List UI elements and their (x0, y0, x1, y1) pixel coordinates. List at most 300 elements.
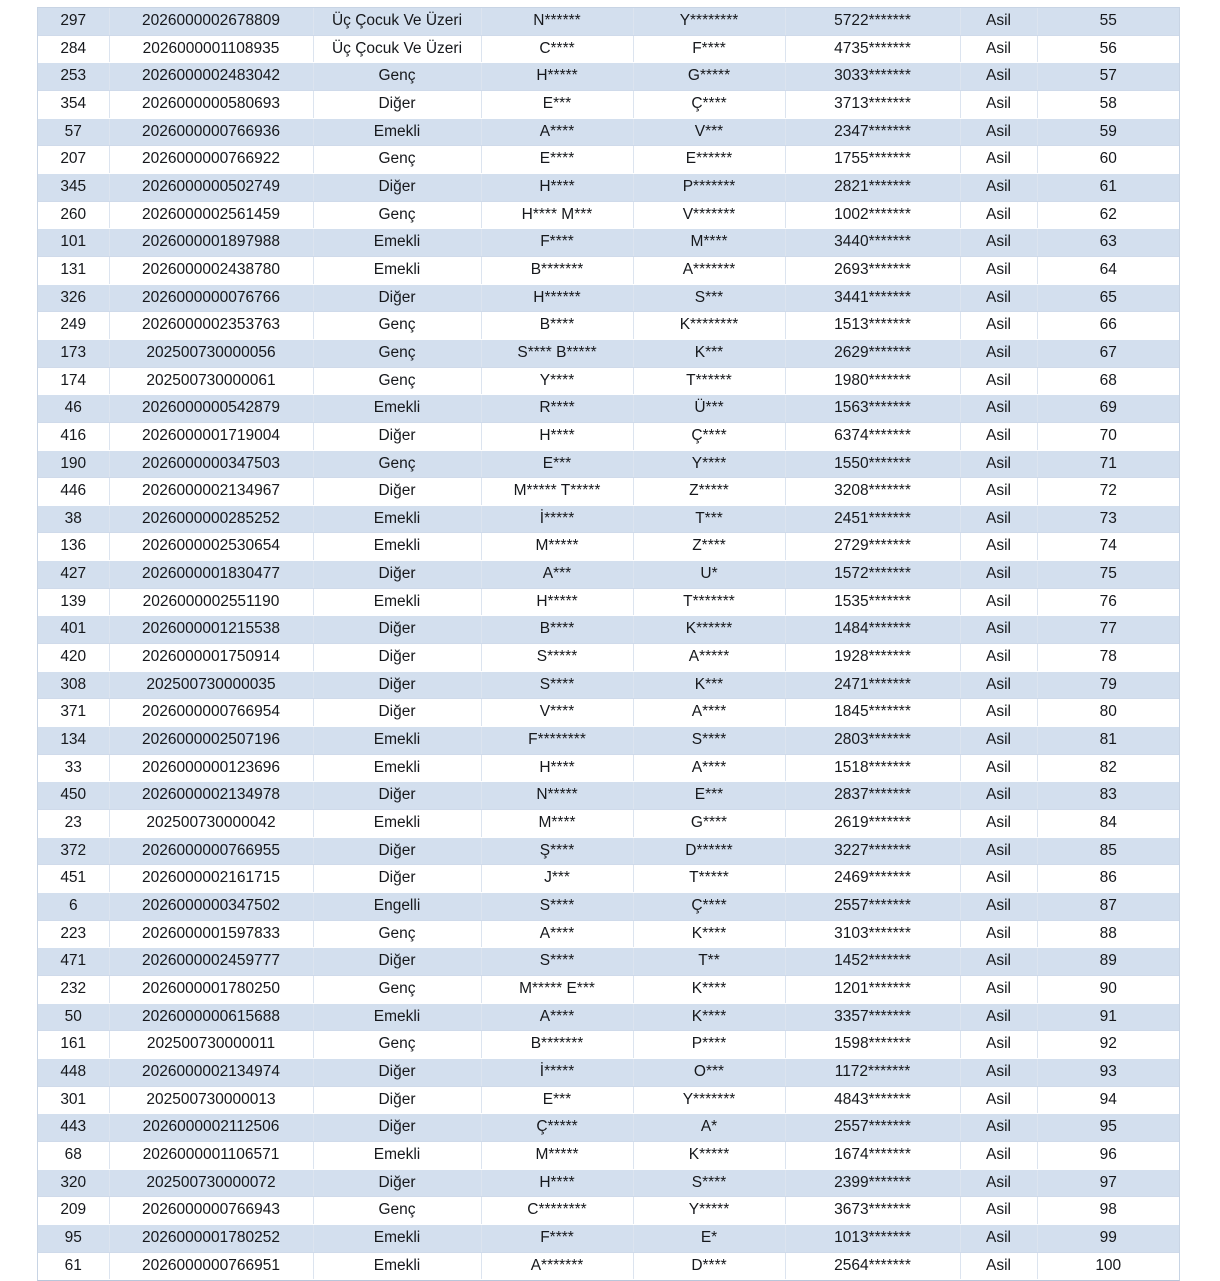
cell-sira: 89 (1037, 948, 1179, 976)
cell-sira: 67 (1037, 339, 1179, 367)
cell-soyad: S**** (633, 1169, 785, 1197)
table-row[interactable] (38, 837, 1179, 865)
cell-soyad: Ç**** (633, 422, 785, 450)
cell-no: 50 (38, 1003, 109, 1031)
cell-no: 134 (38, 727, 109, 755)
cell-no: 284 (38, 35, 109, 63)
cell-ad: F**** (481, 1224, 633, 1252)
cell-telefon: 4843******* (785, 1086, 960, 1114)
cell-ad: A**** (481, 1003, 633, 1031)
cell-no: 161 (38, 1031, 109, 1059)
cell-sira: 79 (1037, 671, 1179, 699)
cell-ad: M***** (481, 533, 633, 561)
cell-kategori: Emekli (313, 1224, 481, 1252)
cell-kategori: Emekli (313, 118, 481, 146)
cell-durum: Asil (960, 644, 1037, 672)
cell-kategori: Emekli (313, 810, 481, 838)
cell-durum: Asil (960, 1114, 1037, 1142)
cell-durum: Asil (960, 90, 1037, 118)
table-row[interactable] (38, 1224, 1179, 1252)
table-row[interactable] (38, 118, 1179, 146)
cell-soyad: Y**** (633, 450, 785, 478)
cell-sira: 83 (1037, 782, 1179, 810)
cell-telefon: 2821******* (785, 173, 960, 201)
cell-durum: Asil (960, 422, 1037, 450)
cell-kategori: Engelli (313, 893, 481, 921)
cell-kategori: Diğer (313, 948, 481, 976)
table-row[interactable] (38, 920, 1179, 948)
cell-tc: 2026000001597833 (109, 920, 313, 948)
cell-no: 57 (38, 118, 109, 146)
cell-sira: 97 (1037, 1169, 1179, 1197)
cell-telefon: 2557******* (785, 1114, 960, 1142)
cell-telefon: 2347******* (785, 118, 960, 146)
table-row[interactable] (38, 146, 1179, 174)
cell-sira: 60 (1037, 146, 1179, 174)
cell-kategori: Emekli (313, 505, 481, 533)
cell-no: 68 (38, 1141, 109, 1169)
cell-no: 448 (38, 1058, 109, 1086)
cell-ad: İ***** (481, 1058, 633, 1086)
cell-sira: 85 (1037, 837, 1179, 865)
cell-soyad: K**** (633, 975, 785, 1003)
cell-soyad: K**** (633, 1003, 785, 1031)
cell-telefon: 2399******* (785, 1169, 960, 1197)
cell-no: 371 (38, 699, 109, 727)
cell-durum: Asil (960, 920, 1037, 948)
cell-tc: 202500730000072 (109, 1169, 313, 1197)
table-row[interactable] (38, 35, 1179, 63)
cell-ad: C**** (481, 35, 633, 63)
cell-sira: 98 (1037, 1197, 1179, 1225)
cell-ad: S**** (481, 671, 633, 699)
table-row[interactable] (38, 395, 1179, 423)
cell-kategori: Diğer (313, 422, 481, 450)
cell-kategori: Diğer (313, 616, 481, 644)
cell-no: 420 (38, 644, 109, 672)
cell-soyad: Y******** (633, 8, 785, 35)
cell-kategori: Diğer (313, 1058, 481, 1086)
cell-soyad: A**** (633, 754, 785, 782)
cell-durum: Asil (960, 865, 1037, 893)
cell-soyad: P**** (633, 1031, 785, 1059)
cell-sira: 74 (1037, 533, 1179, 561)
cell-sira: 77 (1037, 616, 1179, 644)
cell-tc: 2026000002134967 (109, 478, 313, 506)
table-row[interactable] (38, 229, 1179, 257)
cell-kategori: Emekli (313, 1141, 481, 1169)
cell-soyad: T*** (633, 505, 785, 533)
cell-kategori: Emekli (313, 256, 481, 284)
cell-ad: J*** (481, 865, 633, 893)
cell-no: 190 (38, 450, 109, 478)
cell-durum: Asil (960, 312, 1037, 340)
table-row[interactable] (38, 1252, 1179, 1280)
cell-sira: 100 (1037, 1252, 1179, 1280)
cell-no: 38 (38, 505, 109, 533)
cell-durum: Asil (960, 146, 1037, 174)
cell-kategori: Diğer (313, 90, 481, 118)
cell-ad: F**** (481, 229, 633, 257)
table-row[interactable] (38, 975, 1179, 1003)
table-row[interactable] (38, 201, 1179, 229)
table-row[interactable] (38, 616, 1179, 644)
table-row[interactable] (38, 561, 1179, 589)
cell-ad: İ***** (481, 505, 633, 533)
cell-tc: 202500730000011 (109, 1031, 313, 1059)
cell-kategori: Diğer (313, 699, 481, 727)
cell-sira: 59 (1037, 118, 1179, 146)
cell-soyad: Z**** (633, 533, 785, 561)
table-row[interactable] (38, 1031, 1179, 1059)
cell-soyad: Y******* (633, 1086, 785, 1114)
cell-soyad: Z***** (633, 478, 785, 506)
cell-no: 253 (38, 63, 109, 91)
cell-ad: H**** M*** (481, 201, 633, 229)
cell-tc: 2026000002459777 (109, 948, 313, 976)
cell-sira: 88 (1037, 920, 1179, 948)
cell-ad: M***** (481, 1141, 633, 1169)
cell-soyad: M**** (633, 229, 785, 257)
table-row[interactable] (38, 312, 1179, 340)
table-row[interactable] (38, 588, 1179, 616)
cell-ad: H***** (481, 63, 633, 91)
cell-kategori: Üç Çocuk Ve Üzeri (313, 8, 481, 35)
table-row[interactable] (38, 284, 1179, 312)
cell-kategori: Diğer (313, 478, 481, 506)
table-row[interactable] (38, 90, 1179, 118)
cell-kategori: Genç (313, 339, 481, 367)
cell-durum: Asil (960, 478, 1037, 506)
cell-ad: E*** (481, 90, 633, 118)
cell-kategori: Emekli (313, 229, 481, 257)
table-row[interactable] (38, 1197, 1179, 1225)
cell-sira: 65 (1037, 284, 1179, 312)
cell-sira: 80 (1037, 699, 1179, 727)
results-table-body (38, 8, 1179, 1280)
cell-no: 95 (38, 1224, 109, 1252)
cell-soyad: K******** (633, 312, 785, 340)
cell-ad: E*** (481, 450, 633, 478)
cell-durum: Asil (960, 35, 1037, 63)
cell-tc: 202500730000056 (109, 339, 313, 367)
cell-telefon: 2471******* (785, 671, 960, 699)
cell-tc: 2026000000766954 (109, 699, 313, 727)
cell-no: 345 (38, 173, 109, 201)
cell-telefon: 3227******* (785, 837, 960, 865)
cell-durum: Asil (960, 893, 1037, 921)
cell-durum: Asil (960, 782, 1037, 810)
cell-tc: 2026000001215538 (109, 616, 313, 644)
cell-ad: B******* (481, 1031, 633, 1059)
cell-no: 33 (38, 754, 109, 782)
cell-telefon: 3208******* (785, 478, 960, 506)
cell-durum: Asil (960, 837, 1037, 865)
table-row[interactable] (38, 810, 1179, 838)
cell-no: 232 (38, 975, 109, 1003)
table-row[interactable] (38, 644, 1179, 672)
cell-soyad: D****** (633, 837, 785, 865)
cell-sira: 64 (1037, 256, 1179, 284)
cell-sira: 56 (1037, 35, 1179, 63)
cell-soyad: K**** (633, 920, 785, 948)
cell-tc: 2026000002134978 (109, 782, 313, 810)
cell-durum: Asil (960, 1058, 1037, 1086)
cell-tc: 2026000000766955 (109, 837, 313, 865)
cell-durum: Asil (960, 118, 1037, 146)
cell-kategori: Genç (313, 1197, 481, 1225)
cell-kategori: Diğer (313, 284, 481, 312)
table-row[interactable] (38, 671, 1179, 699)
cell-soyad: E* (633, 1224, 785, 1252)
cell-ad: S**** (481, 948, 633, 976)
cell-telefon: 2557******* (785, 893, 960, 921)
cell-tc: 2026000000347503 (109, 450, 313, 478)
cell-durum: Asil (960, 1031, 1037, 1059)
cell-tc: 2026000000285252 (109, 505, 313, 533)
cell-no: 61 (38, 1252, 109, 1280)
cell-durum: Asil (960, 256, 1037, 284)
table-row[interactable] (38, 1114, 1179, 1142)
cell-telefon: 1598******* (785, 1031, 960, 1059)
cell-sira: 58 (1037, 90, 1179, 118)
cell-soyad: A* (633, 1114, 785, 1142)
cell-no: 223 (38, 920, 109, 948)
cell-telefon: 1928******* (785, 644, 960, 672)
cell-kategori: Üç Çocuk Ve Üzeri (313, 35, 481, 63)
cell-soyad: E****** (633, 146, 785, 174)
cell-kategori: Diğer (313, 865, 481, 893)
cell-tc: 2026000001780250 (109, 975, 313, 1003)
cell-tc: 2026000001106571 (109, 1141, 313, 1169)
cell-soyad: S*** (633, 284, 785, 312)
table-row[interactable] (38, 505, 1179, 533)
cell-kategori: Genç (313, 450, 481, 478)
cell-soyad: T** (633, 948, 785, 976)
cell-kategori: Emekli (313, 395, 481, 423)
cell-tc: 202500730000035 (109, 671, 313, 699)
table-row[interactable] (38, 339, 1179, 367)
cell-telefon: 2693******* (785, 256, 960, 284)
table-row[interactable] (38, 1141, 1179, 1169)
table-row[interactable] (38, 699, 1179, 727)
cell-sira: 81 (1037, 727, 1179, 755)
cell-sira: 78 (1037, 644, 1179, 672)
cell-tc: 2026000002561459 (109, 201, 313, 229)
cell-soyad: A***** (633, 644, 785, 672)
cell-tc: 2026000002161715 (109, 865, 313, 893)
cell-no: 416 (38, 422, 109, 450)
table-row[interactable] (38, 450, 1179, 478)
cell-tc: 2026000001780252 (109, 1224, 313, 1252)
cell-sira: 95 (1037, 1114, 1179, 1142)
cell-ad: V**** (481, 699, 633, 727)
cell-ad: Y**** (481, 367, 633, 395)
cell-tc: 2026000002678809 (109, 8, 313, 35)
cell-tc: 2026000000766943 (109, 1197, 313, 1225)
table-row[interactable] (38, 173, 1179, 201)
cell-sira: 91 (1037, 1003, 1179, 1031)
cell-tc: 202500730000042 (109, 810, 313, 838)
cell-tc: 2026000002112506 (109, 1114, 313, 1142)
table-row[interactable] (38, 478, 1179, 506)
cell-no: 471 (38, 948, 109, 976)
cell-telefon: 1563******* (785, 395, 960, 423)
cell-telefon: 2803******* (785, 727, 960, 755)
cell-durum: Asil (960, 1141, 1037, 1169)
table-row[interactable] (38, 1086, 1179, 1114)
cell-telefon: 1201******* (785, 975, 960, 1003)
table-row[interactable] (38, 8, 1179, 35)
table-row[interactable] (38, 948, 1179, 976)
table-row[interactable] (38, 367, 1179, 395)
cell-tc: 2026000000347502 (109, 893, 313, 921)
cell-ad: N***** (481, 782, 633, 810)
cell-soyad: A******* (633, 256, 785, 284)
table-row[interactable] (38, 533, 1179, 561)
cell-no: 320 (38, 1169, 109, 1197)
cell-kategori: Diğer (313, 1086, 481, 1114)
cell-telefon: 3713******* (785, 90, 960, 118)
cell-soyad: K****** (633, 616, 785, 644)
cell-sira: 76 (1037, 588, 1179, 616)
cell-soyad: Y***** (633, 1197, 785, 1225)
cell-soyad: U* (633, 561, 785, 589)
cell-ad: R**** (481, 395, 633, 423)
cell-telefon: 1755******* (785, 146, 960, 174)
cell-no: 260 (38, 201, 109, 229)
cell-sira: 82 (1037, 754, 1179, 782)
cell-kategori: Emekli (313, 727, 481, 755)
cell-ad: C******** (481, 1197, 633, 1225)
cell-sira: 92 (1037, 1031, 1179, 1059)
table-row[interactable] (38, 1058, 1179, 1086)
cell-sira: 61 (1037, 173, 1179, 201)
cell-telefon: 3440******* (785, 229, 960, 257)
cell-ad: Ş**** (481, 837, 633, 865)
cell-telefon: 1013******* (785, 1224, 960, 1252)
cell-soyad: T****** (633, 367, 785, 395)
table-row[interactable] (38, 422, 1179, 450)
cell-sira: 66 (1037, 312, 1179, 340)
cell-durum: Asil (960, 1169, 1037, 1197)
cell-durum: Asil (960, 395, 1037, 423)
cell-soyad: F**** (633, 35, 785, 63)
cell-no: 249 (38, 312, 109, 340)
cell-tc: 2026000000542879 (109, 395, 313, 423)
table-row[interactable] (38, 754, 1179, 782)
cell-telefon: 2729******* (785, 533, 960, 561)
cell-kategori: Genç (313, 367, 481, 395)
cell-ad: B******* (481, 256, 633, 284)
cell-soyad: Ü*** (633, 395, 785, 423)
table-row[interactable] (38, 865, 1179, 893)
cell-sira: 90 (1037, 975, 1179, 1003)
table-row[interactable] (38, 782, 1179, 810)
cell-soyad: Ç**** (633, 893, 785, 921)
table-row[interactable] (38, 256, 1179, 284)
cell-no: 136 (38, 533, 109, 561)
table-row[interactable] (38, 1169, 1179, 1197)
cell-sira: 94 (1037, 1086, 1179, 1114)
cell-tc: 2026000001750914 (109, 644, 313, 672)
cell-telefon: 2469******* (785, 865, 960, 893)
cell-tc: 202500730000013 (109, 1086, 313, 1114)
cell-ad: H**** (481, 422, 633, 450)
cell-ad: H**** (481, 1169, 633, 1197)
cell-kategori: Genç (313, 975, 481, 1003)
cell-ad: M***** E*** (481, 975, 633, 1003)
cell-sira: 99 (1037, 1224, 1179, 1252)
cell-no: 173 (38, 339, 109, 367)
cell-ad: F******** (481, 727, 633, 755)
cell-telefon: 4735******* (785, 35, 960, 63)
cell-kategori: Genç (313, 146, 481, 174)
cell-telefon: 2619******* (785, 810, 960, 838)
cell-no: 427 (38, 561, 109, 589)
cell-telefon: 1550******* (785, 450, 960, 478)
cell-kategori: Diğer (313, 1114, 481, 1142)
cell-ad: S***** (481, 644, 633, 672)
cell-no: 101 (38, 229, 109, 257)
cell-durum: Asil (960, 8, 1037, 35)
cell-ad: A*** (481, 561, 633, 589)
table-row[interactable] (38, 63, 1179, 91)
cell-sira: 72 (1037, 478, 1179, 506)
cell-telefon: 1513******* (785, 312, 960, 340)
cell-telefon: 5722******* (785, 8, 960, 35)
cell-durum: Asil (960, 699, 1037, 727)
cell-no: 131 (38, 256, 109, 284)
cell-ad: B**** (481, 312, 633, 340)
cell-tc: 2026000001830477 (109, 561, 313, 589)
cell-sira: 68 (1037, 367, 1179, 395)
cell-sira: 87 (1037, 893, 1179, 921)
cell-tc: 2026000001719004 (109, 422, 313, 450)
cell-tc: 2026000000766936 (109, 118, 313, 146)
cell-sira: 86 (1037, 865, 1179, 893)
cell-ad: A**** (481, 920, 633, 948)
cell-no: 6 (38, 893, 109, 921)
cell-soyad: D**** (633, 1252, 785, 1280)
cell-sira: 71 (1037, 450, 1179, 478)
cell-sira: 69 (1037, 395, 1179, 423)
cell-telefon: 1980******* (785, 367, 960, 395)
cell-tc: 202500730000061 (109, 367, 313, 395)
cell-tc: 2026000000766951 (109, 1252, 313, 1280)
table-row[interactable] (38, 893, 1179, 921)
cell-sira: 75 (1037, 561, 1179, 589)
cell-no: 443 (38, 1114, 109, 1142)
cell-kategori: Emekli (313, 588, 481, 616)
cell-durum: Asil (960, 1003, 1037, 1031)
cell-sira: 55 (1037, 8, 1179, 35)
table-row[interactable] (38, 1003, 1179, 1031)
cell-telefon: 1172******* (785, 1058, 960, 1086)
cell-telefon: 1002******* (785, 201, 960, 229)
cell-soyad: G**** (633, 810, 785, 838)
cell-tc: 2026000002353763 (109, 312, 313, 340)
cell-no: 301 (38, 1086, 109, 1114)
cell-kategori: Diğer (313, 644, 481, 672)
cell-soyad: K*** (633, 671, 785, 699)
cell-telefon: 1845******* (785, 699, 960, 727)
cell-no: 450 (38, 782, 109, 810)
table-row[interactable] (38, 727, 1179, 755)
cell-soyad: K***** (633, 1141, 785, 1169)
cell-soyad: E*** (633, 782, 785, 810)
cell-durum: Asil (960, 505, 1037, 533)
